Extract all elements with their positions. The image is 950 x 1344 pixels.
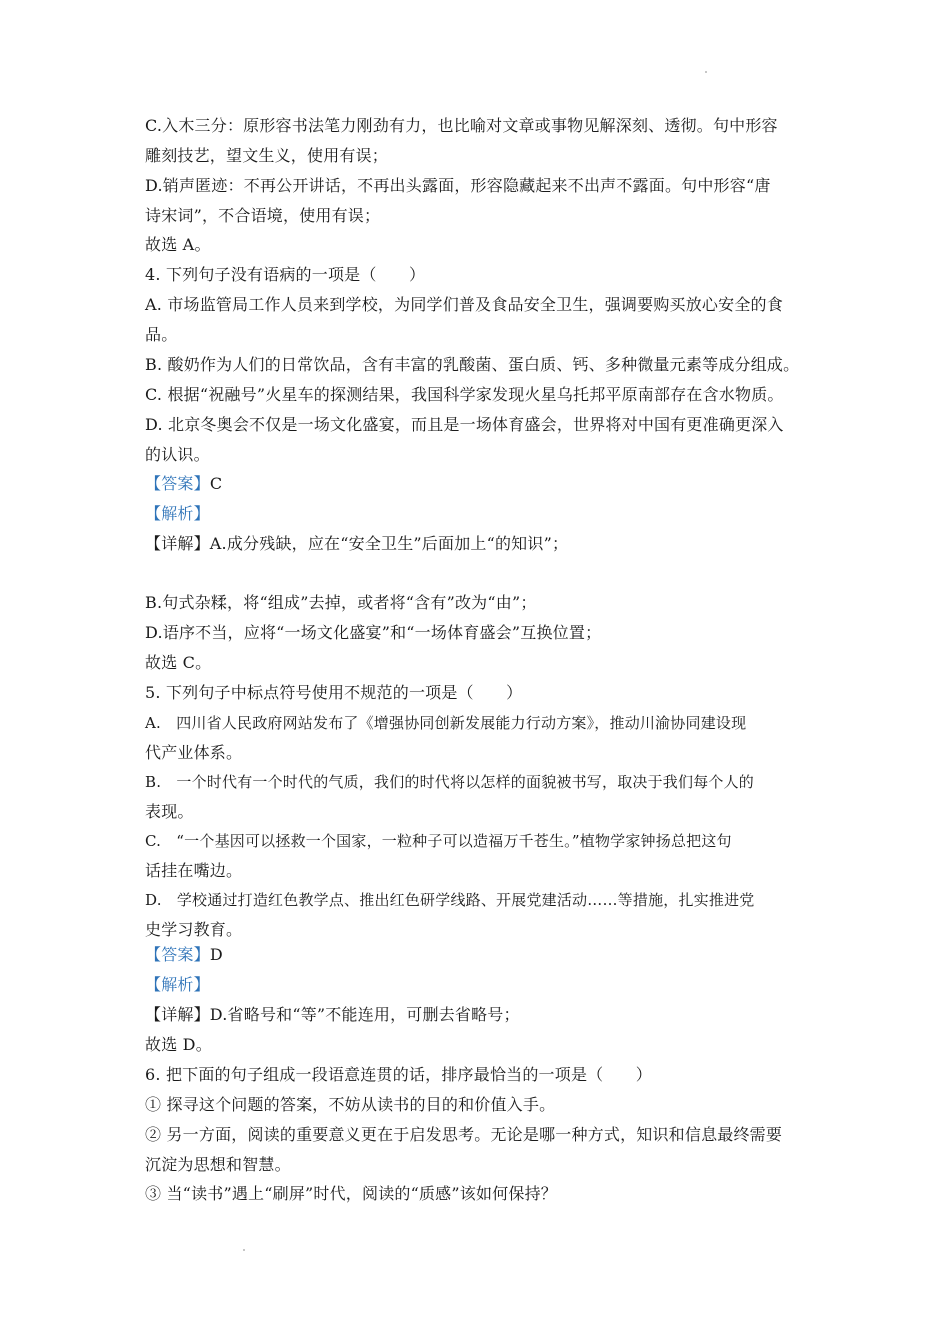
line-text: C. 根据“祝融号”火星车的探测结果，我国科学家发现火星乌托邦平原南部存在含水物质。 (145, 385, 784, 404)
line-text: 话挂在嘴边。 (145, 861, 243, 880)
text-line (145, 234, 211, 256)
text-line (145, 1064, 652, 1086)
text-line (145, 145, 388, 167)
text-line (145, 1034, 212, 1056)
line-text: 代产业体系。 (145, 743, 243, 762)
line-text: 史学习教育。 (145, 920, 243, 939)
line-text: ③ 当“读书”遇上“刷屏”时代，阅读的“质感”该如何保持？ (145, 1184, 557, 1203)
text-line (145, 414, 784, 436)
text-line (145, 801, 194, 823)
section-tag: 【解析】 (145, 504, 210, 523)
text-line (145, 473, 222, 495)
line-text: ② 另一方面，阅读的重要意义更在于启发思考。无论是哪一种方式，知识和信息最终需要 (145, 1125, 783, 1144)
page-mark-bottom (243, 1249, 245, 1251)
text-line (145, 771, 754, 793)
text-line (145, 444, 210, 466)
text-line (145, 652, 211, 674)
line-text: 表现。 (145, 802, 194, 821)
line-text: B. 酸奶作为人们的日常饮品，含有丰富的乳酸菌、蛋白质、钙、多种微量元素等成分组成。 (145, 355, 800, 374)
text-line (145, 919, 242, 941)
section-tag: 【解析】 (145, 975, 210, 994)
line-text: D (209, 945, 223, 964)
section-tag: 【答案】 (145, 945, 210, 964)
text-line (145, 830, 732, 852)
line-text: ① 探寻这个问题的答案，不妨从读书的目的和价值入手。 (145, 1095, 556, 1114)
line-text: 4. 下列句子没有语病的一项是（ ） (145, 265, 426, 284)
text-line (145, 1183, 557, 1205)
line-text: C. “一个基因可以拯救一个国家，一粒种子可以造福万千苍生。”植物学家钟扬总把这句 (145, 832, 732, 850)
line-text: 【详解】D.省略号和“等”不能连用，可删去省略号； (145, 1005, 520, 1024)
line-text: D. 学校通过打造红色教学点、推出红色研学线路、开展党建活动……等措施，扎实推进党 (145, 891, 755, 909)
line-text: B. 一个时代有一个时代的气质，我们的时代将以怎样的面貌被书写，取决于我们每个人的 (145, 773, 754, 791)
text-line (145, 294, 783, 316)
line-text: 故选 A。 (145, 235, 211, 254)
text-line (145, 592, 537, 614)
text-line (145, 384, 784, 406)
line-text: 【详解】A.成分残缺，应在“安全卫生”后面加上“的知识”； (145, 534, 569, 553)
text-line (145, 1154, 291, 1176)
text-line (145, 712, 746, 734)
line-text: D.语序不当，应将“一场文化盛宴”和“一场体育盛会”互换位置； (145, 623, 602, 642)
page-mark-top (705, 71, 707, 73)
section-tag: 【答案】 (145, 474, 210, 493)
line-text: D.销声匿迹：不再公开讲话，不再出头露面，形容隐藏起来不出声不露面。句中形容“唐 (145, 176, 771, 195)
text-line (145, 264, 425, 286)
text-line (145, 1094, 555, 1116)
text-line (145, 944, 223, 966)
line-text: 沉淀为思想和智慧。 (145, 1155, 291, 1174)
text-line (145, 1004, 520, 1026)
line-text: 故选 C。 (145, 653, 212, 672)
text-line (145, 742, 242, 764)
line-text: 品。 (145, 325, 178, 344)
line-text: 诗宋词”，不合语境，使用有误； (145, 206, 381, 225)
text-line (145, 889, 754, 911)
line-text: B.句式杂糅，将“组成”去掉，或者将“含有”改为“由”； (145, 593, 537, 612)
line-text: 雕刻技艺，望文生义，使用有误； (145, 146, 389, 165)
line-text: D. 北京冬奥会不仅是一场文化盛宴，而且是一场体育盛会，世界将对中国有更准确更深入 (145, 415, 784, 434)
text-line (145, 175, 771, 197)
text-line (145, 533, 568, 555)
line-text: A. 市场监管局工作人员来到学校，为同学们普及食品安全卫生，强调要购买放心安全的食 (145, 295, 783, 314)
text-line (145, 622, 601, 644)
line-text: C.入木三分：原形容书法笔力刚劲有力，也比喻对文章或事物见解深刻、透彻。句中形容 (145, 116, 778, 135)
text-line (145, 503, 210, 525)
text-line (145, 324, 177, 346)
line-text: A. 四川省人民政府网站发布了《增强协同创新发展能力行动方案》，推动川渝协同建设现 (145, 714, 747, 732)
text-line (145, 354, 799, 376)
text-line (145, 115, 778, 137)
line-text: 5. 下列句子中标点符号使用不规范的一项是（ ） (145, 683, 523, 702)
line-text: 的认识。 (145, 445, 210, 464)
text-line (145, 682, 522, 704)
line-text: 6. 把下面的句子组成一段语意连贯的话，排序最恰当的一项是（ ） (145, 1065, 652, 1084)
text-line (145, 1124, 782, 1146)
text-line (145, 974, 210, 996)
line-text: 故选 D。 (145, 1035, 212, 1054)
line-text: C (209, 474, 223, 493)
text-line (145, 205, 380, 227)
text-line (145, 860, 242, 882)
